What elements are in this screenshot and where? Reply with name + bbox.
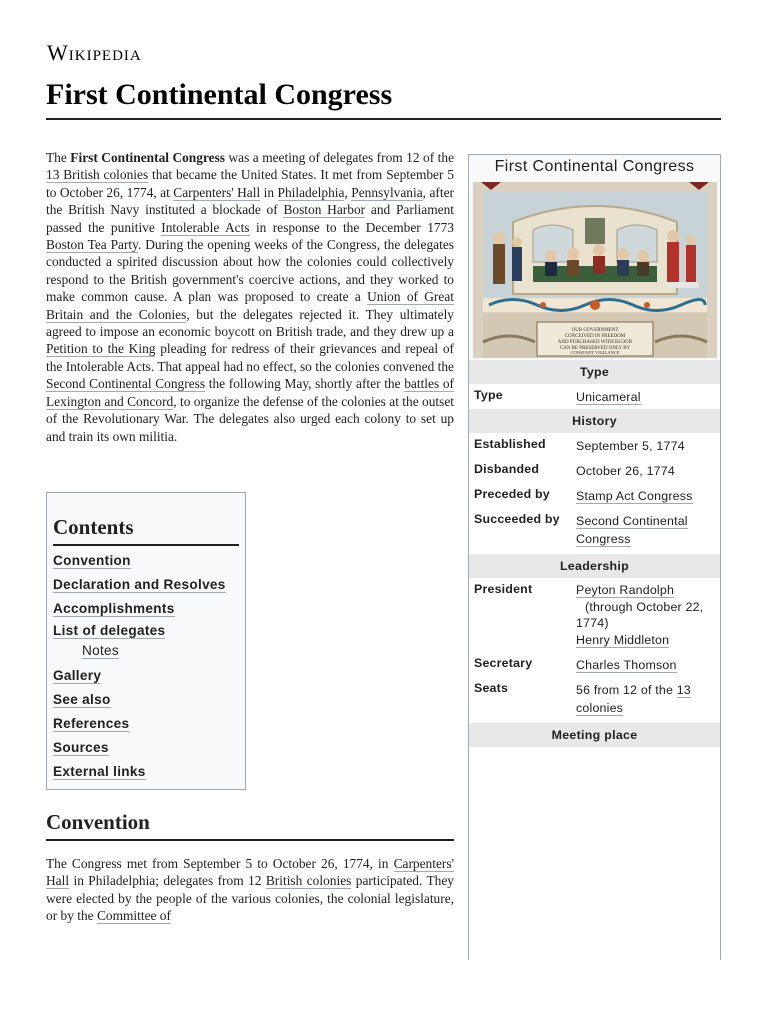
infobox-header-type: Type [469, 360, 720, 384]
infobox [468, 154, 721, 960]
infobox-key: Secretary [474, 656, 533, 670]
link-carpenters-hall[interactable]: Carpenters' Hall [173, 184, 261, 200]
infobox-row-preceded-by [469, 483, 720, 508]
convention-text: The Congress met from September 5 to October 26, 1774, in [46, 856, 394, 871]
infobox-key: Seats [474, 681, 509, 695]
infobox-value [573, 385, 720, 409]
toc-item-label[interactable]: References [53, 715, 130, 731]
convention-paragraph [46, 855, 454, 925]
link-boston-tea-party[interactable]: Boston Tea Party [46, 237, 138, 253]
link-unicameral[interactable]: Unicameral [576, 390, 641, 404]
toc-item-delegates[interactable] [53, 620, 239, 641]
infobox-row-established [469, 433, 720, 458]
link-stamp-act-congress[interactable]: Stamp Act Congress [576, 489, 693, 503]
toc-item-label[interactable]: List of delegates [53, 623, 166, 639]
plaque-line-5: CONSTANT VIGILANCE [570, 350, 620, 355]
infobox-value [573, 484, 720, 508]
plaque-line-3: AND PURCHASED WITH BLOOD [557, 340, 633, 345]
toc-title: Contents [53, 515, 239, 546]
page-title: First Continental Congress [46, 76, 721, 120]
lead-text: . During the opening weeks of the Congress, the delegates conducted a spirited discussion about how the colonies could collectively respond to the British government's coercive actions, and they worked to make common cause. A plan was proposed to create a [46, 237, 454, 305]
link-peyton-randolph[interactable]: Peyton Randolph [576, 583, 675, 597]
lead-text: , after the British Navy instituted a blockade of [46, 184, 454, 218]
lead-text: The [46, 150, 71, 165]
toc-item-label[interactable]: Declaration and Resolves [53, 576, 226, 592]
link-intolerable-acts[interactable]: Intolerable Acts [161, 219, 250, 235]
link-13-british-colonies[interactable]: 13 British colonies [46, 167, 149, 183]
infobox-key: Preceded by [474, 487, 550, 501]
link-boston-harbor[interactable]: Boston Harbor [283, 202, 366, 218]
toc-item-label[interactable]: Gallery [53, 668, 102, 684]
toc-item-accomplishments[interactable] [53, 597, 239, 621]
toc-item-label[interactable]: Sources [53, 739, 109, 755]
toc-item-see-also[interactable] [53, 688, 239, 712]
wikipedia-wordmark[interactable]: Wikipedia [47, 40, 142, 65]
toc-item-convention[interactable] [53, 549, 239, 573]
infobox-row-seats [469, 677, 720, 723]
link-battles-of-lexington[interactable]: battles of Lexington and Concord [46, 376, 454, 409]
toc-item-external-links[interactable] [53, 760, 239, 784]
toc-item-sources[interactable] [53, 736, 239, 760]
section-heading-convention: Convention [46, 810, 454, 841]
infobox-value [573, 653, 720, 677]
infobox-value: September 5, 1774 [576, 439, 685, 453]
convention-text: participated. They were elected by the people of the various colonies, the colonial legislature, or by the [46, 873, 455, 924]
lead-text: was a meeting of delegates from 12 of the [225, 150, 455, 165]
lead-text: , [344, 184, 352, 200]
toc-item-label[interactable]: See also [53, 692, 111, 708]
infobox-key: Type [474, 388, 503, 402]
toc-item-label[interactable]: Convention [53, 553, 131, 568]
infobox-title: First Continental Congress [494, 158, 695, 175]
lead-text: that became the United States. It met from September 5 to October 26, 1774, at [46, 167, 454, 200]
infobox-header-leadership: Leadership [469, 554, 720, 578]
infobox-value [573, 509, 720, 554]
convention-text: in Philadelphia; delegates from 12 [69, 873, 266, 889]
lead-text: , to organize the defense of the colonies at the outset of the Revolutionary War. The delegates also urged each colony to set up and train its own militia. [46, 393, 455, 444]
infobox-row-type [469, 384, 720, 409]
plaque-line-2: CONCEIVED IN FREEDOM [564, 334, 626, 339]
link-british-colonies[interactable]: British colonies [265, 873, 352, 889]
infobox-row-succeeded-by [469, 508, 720, 554]
infobox-row-secretary [469, 652, 720, 677]
link-petition-to-the-king[interactable]: Petition to the King [46, 341, 156, 357]
lead-text: in [260, 184, 278, 200]
plaque-line-1: OUR GOVERNMENT [571, 328, 619, 333]
congress-painting-image[interactable] [473, 182, 717, 358]
toc-item-gallery[interactable] [53, 664, 239, 688]
lead-bold-title: First Continental Congress [70, 150, 226, 165]
lead-text: and Parliament passed the punitive [46, 202, 454, 235]
plaque-line-4: CAN BE PRESERVED ONLY BY [559, 346, 631, 351]
toc-item-references[interactable] [53, 712, 239, 736]
infobox-key: Disbanded [474, 462, 540, 476]
infobox-key: Succeeded by [474, 512, 560, 526]
link-henry-middleton[interactable]: Henry Middleton [576, 632, 670, 647]
seats-text: 56 from 12 of the [576, 683, 677, 697]
link-second-continental-congress[interactable]: Second Continental Congress [46, 376, 206, 392]
link-second-continental-congress-infobox[interactable]: Second Continental Congress [576, 514, 688, 546]
link-union-of-great-britain[interactable]: Union of Great Britain and the Colonies [46, 289, 454, 322]
table-of-contents [46, 492, 246, 790]
toc-item-label[interactable]: Accomplishments [53, 600, 175, 616]
toc-list [53, 549, 239, 783]
infobox-row-president [469, 578, 720, 652]
president-note: (through October 22, 1774) [576, 599, 704, 630]
lead-text: pleading for redress of their grievances and repeal of the Intolerable Acts. That appeal had no effect, so the colonies convened the [46, 341, 454, 374]
toc-item-label[interactable]: External links [53, 763, 146, 779]
toc-item-declaration[interactable] [53, 573, 239, 597]
infobox-header-history: History [469, 409, 720, 433]
toc-item-label[interactable]: Notes [82, 643, 120, 659]
toc-item-notes[interactable] [53, 641, 239, 661]
link-13-colonies[interactable]: 13 colonies [576, 683, 691, 715]
lead-text: , but the delegates rejected it. They ultimately agreed to impose an economic boycott on British trade, and they drew up a [46, 306, 454, 340]
link-pennsylvania[interactable]: Pennsylvania [351, 184, 423, 200]
lead-paragraph [46, 149, 454, 445]
infobox-header-meeting-place: Meeting place [469, 723, 720, 747]
infobox-meeting-place-area [469, 747, 720, 975]
infobox-value [573, 579, 720, 652]
infobox-row-disbanded [469, 458, 720, 483]
infobox-value: October 26, 1774 [576, 464, 675, 478]
lead-text: the following May, shortly after the [205, 376, 405, 392]
infobox-value [573, 678, 720, 723]
lead-text: in response to the December 1773 [249, 219, 454, 235]
link-charles-thomson[interactable]: Charles Thomson [576, 658, 677, 672]
link-committee-of[interactable]: Committee of [96, 908, 171, 924]
infobox-key: Established [474, 437, 546, 451]
infobox-key: President [474, 582, 533, 596]
link-carpenters-hall-2[interactable]: Carpenters' Hall [46, 856, 454, 889]
link-philadelphia[interactable]: Philadelphia [277, 184, 345, 200]
